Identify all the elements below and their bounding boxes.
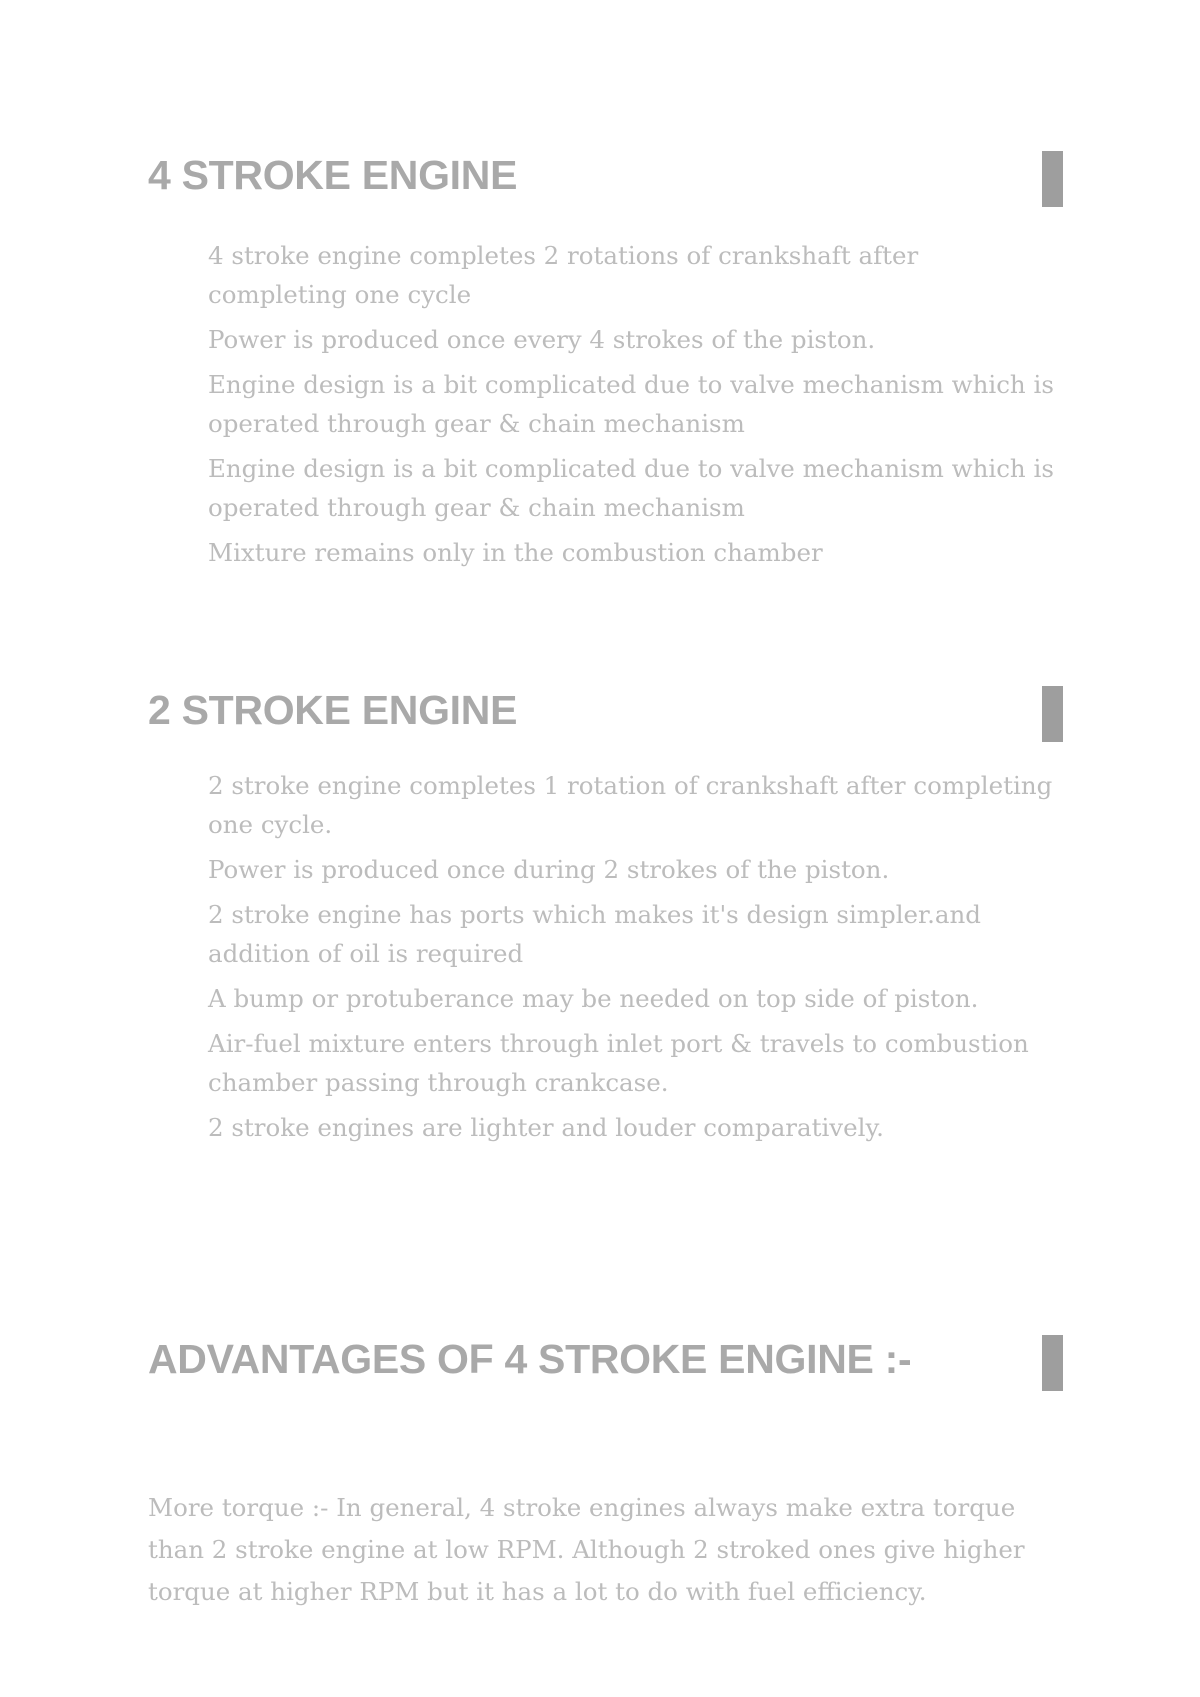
section-2-stroke-engine xyxy=(148,680,1063,1153)
section-heading-row xyxy=(148,145,1063,205)
list-item: 2 stroke engine completes 1 rotation of crankshaft after completing one cycle. xyxy=(208,771,1053,839)
bullet-list xyxy=(148,766,1063,1147)
list-item: A bump or protuberance may be needed on top side of piston. xyxy=(208,984,979,1013)
list-item: 2 stroke engine has ports which makes it's design simpler.and addition of oil is required xyxy=(208,900,981,968)
heading-marker-bar xyxy=(1042,686,1063,742)
heading-marker-bar xyxy=(1042,1335,1063,1391)
list-item: Power is produced once during 2 strokes of the piston. xyxy=(208,855,890,884)
bullet-list xyxy=(148,236,1063,572)
section-heading-row xyxy=(148,680,1063,740)
section-heading: ADVANTAGES OF 4 STROKE ENGINE :- xyxy=(148,1336,912,1382)
section-heading-row xyxy=(148,1329,1063,1389)
section-heading: 2 STROKE ENGINE xyxy=(148,687,518,733)
list-item: Mixture remains only in the combustion chamber xyxy=(208,538,823,567)
list-item: Engine design is a bit complicated due to valve mechanism which is operated through gear & chain mechanism xyxy=(208,454,1054,522)
advantage-paragraph: More torque :- In general, 4 stroke engines always make extra torque than 2 stroke engine at low RPM. Although 2 stroked ones give higher torque at higher RPM but it has a lot to do with fuel efficiency. xyxy=(148,1493,1025,1606)
list-item: Power is produced once every 4 strokes of the piston. xyxy=(208,325,876,354)
section-heading: 4 STROKE ENGINE xyxy=(148,152,518,198)
list-item: 2 stroke engines are lighter and louder comparatively. xyxy=(208,1113,884,1142)
heading-marker-bar xyxy=(1042,151,1063,207)
section-4-stroke-engine xyxy=(148,145,1063,578)
list-item: Engine design is a bit complicated due to valve mechanism which is operated through gear & chain mechanism xyxy=(208,370,1054,438)
list-item: 4 stroke engine completes 2 rotations of crankshaft after completing one cycle xyxy=(208,241,919,309)
section-advantages-4-stroke xyxy=(148,1329,1063,1389)
list-item: Air-fuel mixture enters through inlet port & travels to combustion chamber passing through crankcase. xyxy=(208,1029,1029,1097)
